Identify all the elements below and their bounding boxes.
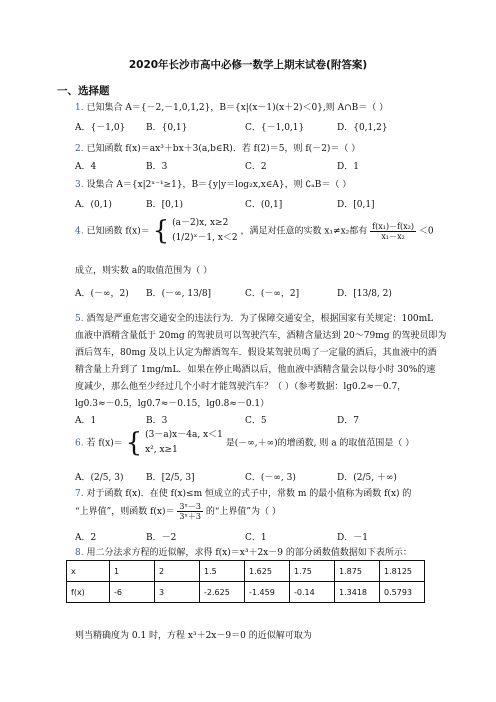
- option-b: B．(－∞, 13/8]: [146, 289, 212, 299]
- option-b: B．3: [146, 162, 168, 172]
- question-7: [75, 486, 411, 499]
- piece-case-1: (3－a)x－4a, x＜1: [145, 430, 223, 440]
- option-c: C．1: [245, 533, 267, 543]
- option-c: C．(－∞，2]: [245, 289, 300, 299]
- question-stem: 用二分法求方程的近似解，求得 f(x)＝x³＋2x－9 的部分函数值数据如下表所示：: [86, 548, 412, 558]
- option-a: A．1: [75, 416, 97, 426]
- question-4: [75, 216, 434, 246]
- table-cell: 0.5793: [380, 582, 425, 603]
- question-2: [75, 141, 360, 154]
- question-stem-post: ＜0: [418, 226, 434, 237]
- piece-case-2: (1/2)ˣ－1, x＜2: [172, 233, 238, 243]
- question-line: 酒后驾车，80mg 及以上认定为醉酒驾车．假设某驾驶员喝了一定量的酒后，其血液中的酒: [75, 348, 437, 358]
- option-c: C．{－1,0,1}: [245, 123, 305, 133]
- option-d: D．{0,1,2}: [337, 123, 388, 133]
- question-6: [75, 428, 414, 458]
- question-stem-post: 是(－∞,＋∞)的增函数, 则 a 的取值范围是（ ）: [225, 438, 415, 449]
- question-stem: 已知函数 f(x)＝ax³＋bx＋3(a,b∈R)．若 f(2)＝5，则 f(－2)＝（ ）: [86, 144, 361, 154]
- question-number: 7.: [75, 489, 84, 499]
- question-stem: 对于函数 f(x)．在使 f(x)≤m 恒成立的式子中，常数 m 的最小值称为函数 f(x) 的: [86, 489, 412, 499]
- option-d: D．－1: [337, 533, 368, 543]
- table-cell: -6: [110, 582, 155, 603]
- table-cell: 1.875: [335, 561, 380, 582]
- fraction-denominator: x₁－x₂: [381, 231, 405, 241]
- table-cell: 1: [110, 561, 155, 582]
- question-line: lg0.3≈－0.5，lg0.7≈－0.15，lg0.8≈－0.1）: [75, 399, 270, 409]
- question-5: [75, 311, 433, 324]
- question-line: 精含量上升到了 1mg/mL．如果在停止喝酒以后，他血液中酒精含量会以每小时 30%的速: [75, 365, 436, 375]
- question-1: [75, 100, 388, 113]
- table-cell: -0.14: [290, 582, 335, 603]
- table-row: [67, 582, 425, 603]
- question-8: [75, 545, 412, 558]
- table-cell: 1.3418: [335, 582, 380, 603]
- option-c: C．5: [245, 416, 267, 426]
- question-stem-pre: “上界值”，则函数 f(x)＝: [75, 507, 175, 517]
- table-cell: 3: [155, 582, 200, 603]
- option-b: B．[0,1): [146, 200, 183, 210]
- option-a: A．(0,1): [75, 200, 112, 210]
- table-cell: 1.5: [200, 561, 245, 582]
- question-stem: 设集合 A＝{x|2ˣ⁻¹≥1}，B＝{y|y＝log₂x,x∈A}，则 ∁ₐB＝（ ）: [86, 180, 352, 190]
- option-d: D．[13/8, 2): [337, 289, 392, 299]
- table-cell: f(x): [67, 582, 110, 603]
- option-a: A．(－∞，2): [75, 289, 129, 299]
- option-b: B．[2/5, 3]: [146, 473, 195, 483]
- table-cell: 1.8125: [380, 561, 425, 582]
- option-d: D．(2/5, ＋∞): [337, 473, 397, 483]
- question-8-after: 则当精确度为 0.1 时，方程 x³＋2x－9＝0 的近似解可取为: [75, 631, 312, 641]
- question-number: 5.: [75, 314, 84, 324]
- question-stem-post: 的“上界值”为（ ）: [205, 507, 281, 517]
- option-d: D．[0,1]: [337, 200, 375, 210]
- option-b: B．{0,1}: [146, 123, 188, 133]
- fraction-denominator: 3ˣ＋3: [179, 512, 201, 521]
- option-c: C．(－∞, 3): [245, 473, 296, 483]
- question-7-continued: [75, 502, 281, 521]
- fraction-numerator: 3ˣ－3: [179, 502, 201, 511]
- table-cell: 1.625: [245, 561, 290, 582]
- question-number: 6.: [75, 438, 84, 449]
- section-heading: 一、选择题: [57, 85, 110, 97]
- question-number: 8.: [75, 548, 84, 558]
- question-stem: 已知集合 A＝{－2,－1,0,1,2}，B＝{x|(x－1)(x＋2)＜0},则 A∩B＝（ ）: [86, 103, 389, 113]
- option-b: B．3: [146, 416, 168, 426]
- table-row: [67, 561, 425, 582]
- page-title: 2020年长沙市高中必修一数学上期末试卷(附答案): [128, 59, 368, 71]
- question-number: 3.: [75, 180, 84, 190]
- question-stem: 成立，则实数 a的取值范围为（ ）: [75, 266, 213, 276]
- brace-symbol: {: [152, 216, 170, 246]
- fraction-numerator: f(x₁)－f(x₂): [372, 221, 415, 231]
- option-a: A．2: [75, 533, 97, 543]
- question-stem-pre: 若 f(x)＝: [86, 438, 123, 449]
- piecewise-cases: [145, 428, 223, 458]
- question-3: [75, 177, 351, 190]
- piece-case-2: x², x≥1: [145, 445, 178, 455]
- table-cell: 2: [155, 561, 200, 582]
- question-4-continued: [75, 263, 212, 276]
- option-b: B．－2: [146, 533, 177, 543]
- fraction: [177, 502, 203, 521]
- option-a: A．{－1,0}: [75, 123, 126, 133]
- option-d: D．7: [337, 416, 359, 426]
- brace-symbol: {: [125, 428, 143, 458]
- option-c: C．(0,1]: [245, 200, 283, 210]
- question-stem-mid: ，满足对任意的实数 x₁≠x₂都有: [240, 226, 368, 237]
- option-a: A．4: [75, 162, 97, 172]
- table-cell: -1.459: [245, 582, 290, 603]
- table-cell: -2.625: [200, 582, 245, 603]
- table-cell: x: [67, 561, 110, 582]
- question-line: 酒驾是严重危害交通安全的违法行为．为了保障交通安全，根据国家有关规定：100mL: [86, 314, 434, 324]
- fraction: [370, 222, 416, 241]
- piecewise-cases: [172, 216, 238, 246]
- option-d: D．1: [337, 162, 359, 172]
- piece-case-1: (a－2)x, x≥2: [172, 218, 229, 228]
- question-line: 度减少，那么他至少经过几个小时才能驾驶汽车？（ ）（参考数据：lg0.2≈－0.7，: [75, 382, 407, 392]
- option-c: C．2: [245, 162, 267, 172]
- table-cell: 1.75: [290, 561, 335, 582]
- question-line: 血液中酒精含量低于 20mg 的驾驶员可以驾驶汽车，酒精含量达到 20～79mg 的驾驶员即为: [75, 331, 447, 341]
- question-number: 4.: [75, 226, 84, 237]
- data-table: [66, 560, 425, 603]
- option-a: A．(2/5, 3): [75, 473, 124, 483]
- question-number: 2.: [75, 144, 84, 154]
- question-number: 1.: [75, 103, 84, 113]
- question-stem-pre: 已知函数 f(x)＝: [86, 226, 150, 237]
